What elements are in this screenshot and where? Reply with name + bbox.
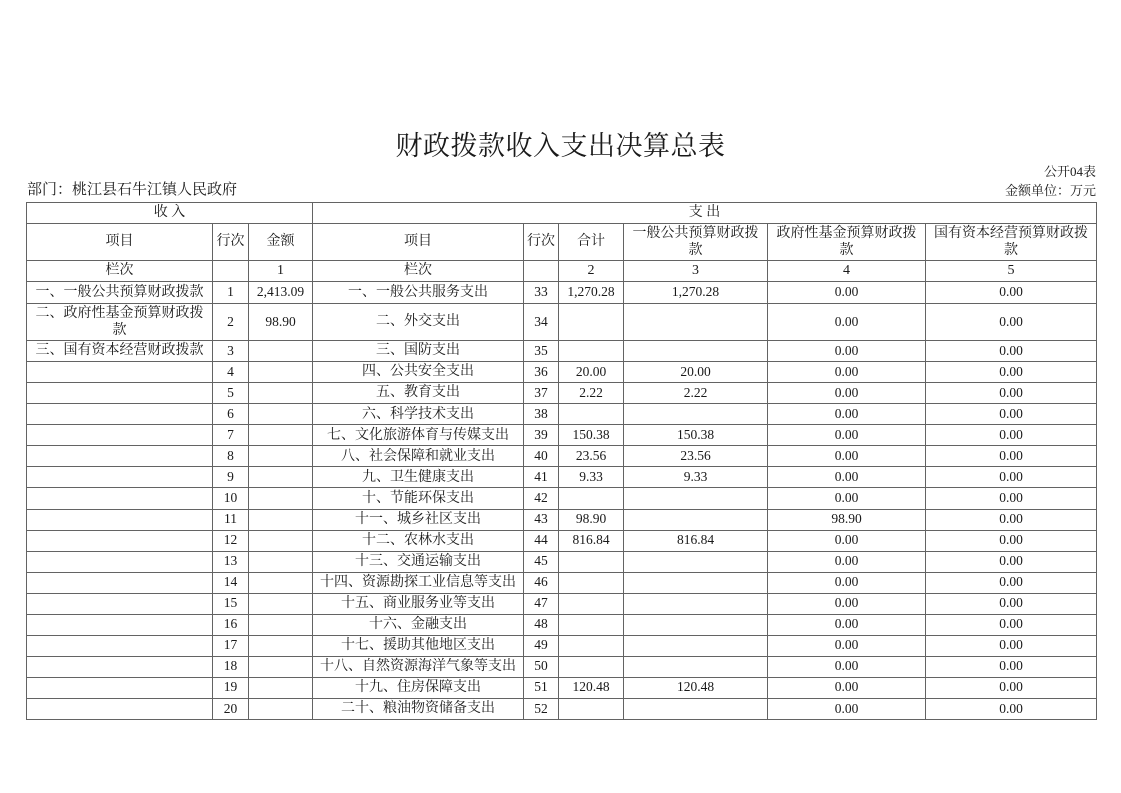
table-row [27, 425, 1097, 446]
page-title: 财政拨款收入支出决算总表 [395, 131, 726, 161]
column-header-row [27, 224, 1097, 261]
cell-total [559, 656, 624, 677]
cell-gov-fund: 0.00 [768, 677, 926, 698]
cell-state-capital: 0.00 [926, 467, 1097, 488]
cell-expense-item: 一、一般公共服务支出 [313, 282, 524, 304]
cell-gov-fund: 0.00 [768, 635, 926, 656]
cell-expense-item: 十二、农林水支出 [313, 530, 524, 551]
cell-income-amount [249, 614, 313, 635]
cell-general-budget [624, 614, 768, 635]
cell-general-budget [624, 551, 768, 572]
cell-total [559, 572, 624, 593]
cell-expense-item: 二、外交支出 [313, 304, 524, 341]
cell-expense-item: 四、公共安全支出 [313, 362, 524, 383]
table-row [27, 341, 1097, 362]
table-row [27, 656, 1097, 677]
cell-general-budget: 9.33 [624, 467, 768, 488]
cell-state-capital: 0.00 [926, 404, 1097, 425]
cell-expense-item: 六、科学技术支出 [313, 404, 524, 425]
cell-income-amount [249, 677, 313, 698]
cell-income-item [27, 446, 213, 467]
cell-state-capital: 0.00 [926, 614, 1097, 635]
cell-general-budget [624, 404, 768, 425]
cell-income-item: 一、一般公共预算财政拨款 [27, 282, 213, 304]
cell-total: 2.22 [559, 383, 624, 404]
cell-general-budget [624, 572, 768, 593]
cell-expense-item: 三、国防支出 [313, 341, 524, 362]
cell-gov-fund: 0.00 [768, 404, 926, 425]
lanci-expense-line-blank [524, 261, 559, 282]
cell-income-line-no: 20 [213, 698, 249, 719]
cell-expense-item: 十九、住房保障支出 [313, 677, 524, 698]
cell-total: 816.84 [559, 530, 624, 551]
department-label: 部门：桃江县石牛江镇人民政府 [27, 182, 238, 198]
lanci-income-label: 栏次 [27, 261, 213, 282]
table-row [27, 383, 1097, 404]
cell-expense-line-no: 45 [524, 551, 559, 572]
cell-income-amount [249, 446, 313, 467]
cell-income-item [27, 614, 213, 635]
header-general-budget: 一般公共预算财政拨款 [624, 224, 768, 261]
cell-gov-fund: 0.00 [768, 383, 926, 404]
cell-expense-line-no: 39 [524, 425, 559, 446]
cell-state-capital: 0.00 [926, 572, 1097, 593]
cell-general-budget: 120.48 [624, 677, 768, 698]
cell-gov-fund: 0.00 [768, 656, 926, 677]
cell-gov-fund: 0.00 [768, 341, 926, 362]
cell-general-budget [624, 509, 768, 530]
cell-income-amount [249, 509, 313, 530]
cell-income-item [27, 509, 213, 530]
col-number-3: 3 [624, 261, 768, 282]
cell-income-line-no: 3 [213, 341, 249, 362]
table-row [27, 509, 1097, 530]
cell-income-amount [249, 425, 313, 446]
table-row [27, 304, 1097, 341]
table-row [27, 551, 1097, 572]
cell-expense-item: 五、教育支出 [313, 383, 524, 404]
cell-state-capital: 0.00 [926, 488, 1097, 509]
column-index-row [27, 261, 1097, 282]
cell-expense-line-no: 48 [524, 614, 559, 635]
cell-gov-fund: 0.00 [768, 551, 926, 572]
table-row [27, 404, 1097, 425]
cell-state-capital: 0.00 [926, 635, 1097, 656]
table-row [27, 698, 1097, 719]
cell-general-budget [624, 488, 768, 509]
cell-income-item [27, 551, 213, 572]
section-expense-header: 支 出 [313, 203, 1097, 224]
cell-income-amount [249, 341, 313, 362]
cell-state-capital: 0.00 [926, 677, 1097, 698]
budget-table [26, 202, 1097, 720]
cell-expense-item: 十一、城乡社区支出 [313, 509, 524, 530]
cell-state-capital: 0.00 [926, 551, 1097, 572]
cell-expense-line-no: 51 [524, 677, 559, 698]
cell-gov-fund: 0.00 [768, 467, 926, 488]
header-state-capital: 国有资本经营预算财政拨款 [926, 224, 1097, 261]
cell-income-line-no: 17 [213, 635, 249, 656]
lanci-income-line-blank [213, 261, 249, 282]
cell-income-line-no: 2 [213, 304, 249, 341]
cell-income-item [27, 530, 213, 551]
cell-general-budget [624, 304, 768, 341]
cell-income-item [27, 383, 213, 404]
cell-income-line-no: 4 [213, 362, 249, 383]
cell-general-budget: 20.00 [624, 362, 768, 383]
cell-income-line-no: 9 [213, 467, 249, 488]
cell-expense-line-no: 37 [524, 383, 559, 404]
cell-expense-item: 十三、交通运输支出 [313, 551, 524, 572]
header-income-line-no: 行次 [213, 224, 249, 261]
cell-income-line-no: 8 [213, 446, 249, 467]
table-row [27, 282, 1097, 304]
header-income-item: 项目 [27, 224, 213, 261]
cell-income-amount [249, 530, 313, 551]
table-row [27, 572, 1097, 593]
table-row [27, 446, 1097, 467]
cell-gov-fund: 0.00 [768, 362, 926, 383]
cell-general-budget [624, 635, 768, 656]
unit-label: 金额单位：万元 [1004, 183, 1096, 198]
cell-expense-line-no: 46 [524, 572, 559, 593]
cell-expense-item: 十六、金融支出 [313, 614, 524, 635]
header-expense-line-no: 行次 [524, 224, 559, 261]
cell-expense-line-no: 50 [524, 656, 559, 677]
cell-state-capital: 0.00 [926, 509, 1097, 530]
cell-state-capital: 0.00 [926, 362, 1097, 383]
cell-expense-item: 二十、粮油物资储备支出 [313, 698, 524, 719]
cell-gov-fund: 0.00 [768, 282, 926, 304]
cell-total: 9.33 [559, 467, 624, 488]
section-income-header: 收 入 [27, 203, 313, 224]
cell-general-budget [624, 593, 768, 614]
cell-total [559, 698, 624, 719]
table-body [27, 282, 1097, 720]
cell-total [559, 404, 624, 425]
cell-expense-item: 十五、商业服务业等支出 [313, 593, 524, 614]
cell-expense-line-no: 47 [524, 593, 559, 614]
cell-income-item [27, 677, 213, 698]
cell-expense-item: 十八、自然资源海洋气象等支出 [313, 656, 524, 677]
cell-general-budget [624, 341, 768, 362]
cell-state-capital: 0.00 [926, 530, 1097, 551]
cell-expense-item: 十七、援助其他地区支出 [313, 635, 524, 656]
cell-expense-line-no: 36 [524, 362, 559, 383]
cell-income-line-no: 1 [213, 282, 249, 304]
cell-income-amount [249, 551, 313, 572]
cell-income-item [27, 425, 213, 446]
table-row [27, 614, 1097, 635]
cell-state-capital: 0.00 [926, 282, 1097, 304]
table-row [27, 467, 1097, 488]
cell-income-item: 二、政府性基金预算财政拨款 [27, 304, 213, 341]
cell-state-capital: 0.00 [926, 446, 1097, 467]
cell-expense-line-no: 42 [524, 488, 559, 509]
section-header-row [27, 203, 1097, 224]
col-number-2: 2 [559, 261, 624, 282]
cell-gov-fund: 0.00 [768, 488, 926, 509]
table-header [27, 203, 1097, 282]
cell-expense-line-no: 49 [524, 635, 559, 656]
cell-total: 23.56 [559, 446, 624, 467]
cell-income-amount [249, 488, 313, 509]
cell-income-line-no: 10 [213, 488, 249, 509]
table-code-label: 公开04表 [1043, 164, 1096, 179]
cell-expense-line-no: 52 [524, 698, 559, 719]
cell-state-capital: 0.00 [926, 593, 1097, 614]
cell-income-amount [249, 593, 313, 614]
cell-income-line-no: 13 [213, 551, 249, 572]
cell-expense-line-no: 41 [524, 467, 559, 488]
cell-income-amount [249, 656, 313, 677]
cell-income-item [27, 404, 213, 425]
cell-income-line-no: 19 [213, 677, 249, 698]
cell-expense-line-no: 43 [524, 509, 559, 530]
cell-total: 1,270.28 [559, 282, 624, 304]
cell-income-amount: 98.90 [249, 304, 313, 341]
cell-income-item [27, 698, 213, 719]
cell-gov-fund: 0.00 [768, 425, 926, 446]
cell-total [559, 614, 624, 635]
cell-expense-line-no: 40 [524, 446, 559, 467]
cell-total: 120.48 [559, 677, 624, 698]
cell-income-amount [249, 362, 313, 383]
col-number-1: 1 [249, 261, 313, 282]
cell-income-item [27, 656, 213, 677]
cell-income-item: 三、国有资本经营财政拨款 [27, 341, 213, 362]
cell-expense-item: 十四、资源勘探工业信息等支出 [313, 572, 524, 593]
cell-income-item [27, 362, 213, 383]
cell-expense-item: 九、卫生健康支出 [313, 467, 524, 488]
cell-state-capital: 0.00 [926, 341, 1097, 362]
table-row [27, 530, 1097, 551]
cell-gov-fund: 0.00 [768, 530, 926, 551]
table-row [27, 635, 1097, 656]
cell-total [559, 304, 624, 341]
cell-income-amount: 2,413.09 [249, 282, 313, 304]
cell-income-amount [249, 467, 313, 488]
col-number-5: 5 [926, 261, 1097, 282]
cell-gov-fund: 0.00 [768, 698, 926, 719]
table-row [27, 593, 1097, 614]
table-row [27, 677, 1097, 698]
cell-total: 150.38 [559, 425, 624, 446]
cell-total: 20.00 [559, 362, 624, 383]
cell-general-budget: 816.84 [624, 530, 768, 551]
cell-expense-line-no: 34 [524, 304, 559, 341]
cell-income-amount [249, 635, 313, 656]
cell-general-budget [624, 698, 768, 719]
cell-gov-fund: 0.00 [768, 593, 926, 614]
cell-gov-fund: 0.00 [768, 304, 926, 341]
cell-income-line-no: 11 [213, 509, 249, 530]
col-number-4: 4 [768, 261, 926, 282]
cell-total [559, 488, 624, 509]
header-expense-item: 项目 [313, 224, 524, 261]
cell-state-capital: 0.00 [926, 304, 1097, 341]
cell-general-budget: 2.22 [624, 383, 768, 404]
cell-income-item [27, 635, 213, 656]
cell-general-budget [624, 656, 768, 677]
cell-income-item [27, 488, 213, 509]
cell-gov-fund: 98.90 [768, 509, 926, 530]
cell-state-capital: 0.00 [926, 698, 1097, 719]
cell-gov-fund: 0.00 [768, 446, 926, 467]
cell-total [559, 635, 624, 656]
cell-state-capital: 0.00 [926, 425, 1097, 446]
header-gov-fund: 政府性基金预算财政拨款 [768, 224, 926, 261]
cell-income-line-no: 6 [213, 404, 249, 425]
lanci-expense-label: 栏次 [313, 261, 524, 282]
cell-expense-line-no: 35 [524, 341, 559, 362]
cell-expense-line-no: 44 [524, 530, 559, 551]
cell-general-budget: 1,270.28 [624, 282, 768, 304]
cell-state-capital: 0.00 [926, 383, 1097, 404]
header-total: 合计 [559, 224, 624, 261]
cell-total [559, 551, 624, 572]
cell-income-line-no: 14 [213, 572, 249, 593]
cell-expense-line-no: 33 [524, 282, 559, 304]
cell-income-line-no: 7 [213, 425, 249, 446]
cell-income-line-no: 12 [213, 530, 249, 551]
cell-expense-line-no: 38 [524, 404, 559, 425]
cell-income-amount [249, 572, 313, 593]
table-row [27, 488, 1097, 509]
cell-gov-fund: 0.00 [768, 614, 926, 635]
cell-income-item [27, 467, 213, 488]
cell-income-line-no: 5 [213, 383, 249, 404]
cell-general-budget: 23.56 [624, 446, 768, 467]
cell-state-capital: 0.00 [926, 656, 1097, 677]
cell-income-item [27, 572, 213, 593]
cell-general-budget: 150.38 [624, 425, 768, 446]
cell-income-amount [249, 383, 313, 404]
cell-income-amount [249, 698, 313, 719]
table-row [27, 362, 1097, 383]
cell-total [559, 341, 624, 362]
header-income-amount: 金额 [249, 224, 313, 261]
cell-expense-item: 八、社会保障和就业支出 [313, 446, 524, 467]
cell-expense-item: 七、文化旅游体育与传媒支出 [313, 425, 524, 446]
cell-income-line-no: 15 [213, 593, 249, 614]
cell-total [559, 593, 624, 614]
cell-gov-fund: 0.00 [768, 572, 926, 593]
cell-income-amount [249, 404, 313, 425]
cell-income-line-no: 18 [213, 656, 249, 677]
cell-total: 98.90 [559, 509, 624, 530]
cell-income-line-no: 16 [213, 614, 249, 635]
cell-income-item [27, 593, 213, 614]
cell-expense-item: 十、节能环保支出 [313, 488, 524, 509]
